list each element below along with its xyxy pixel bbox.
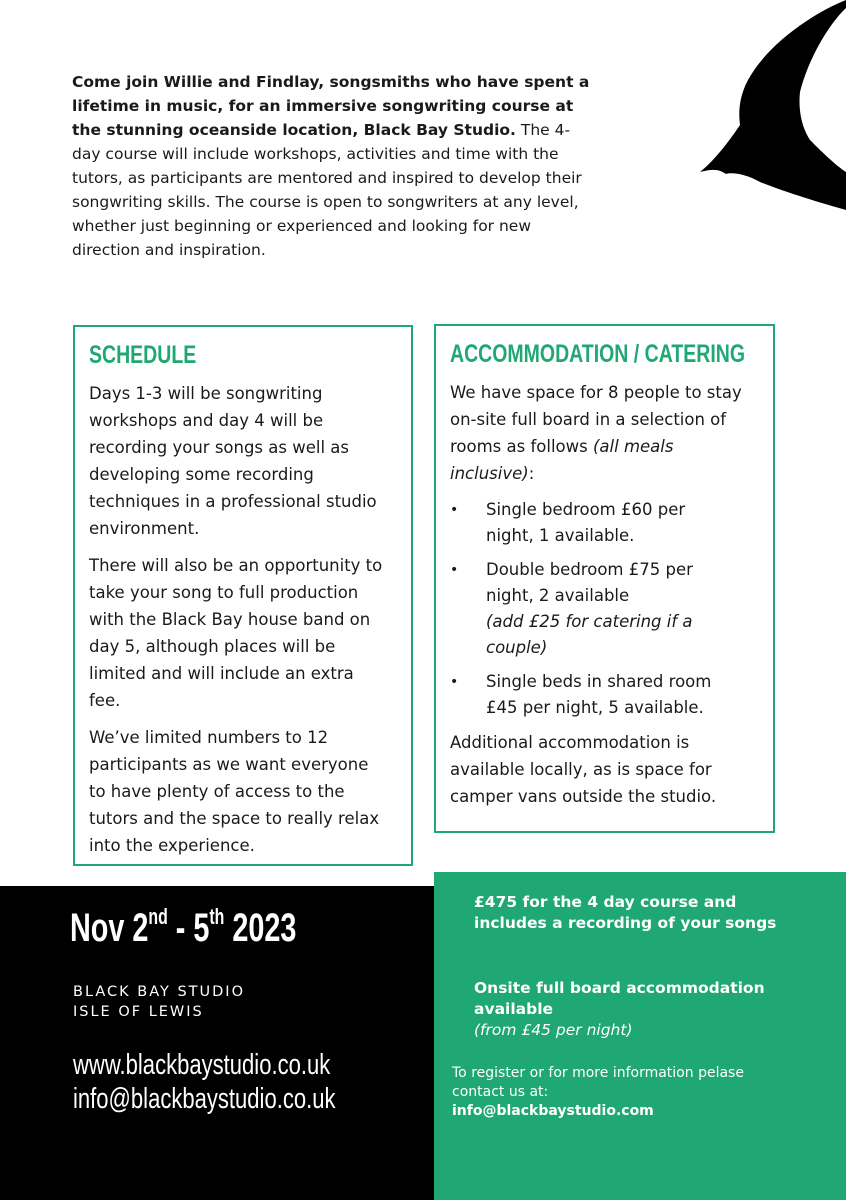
room-text: Double bedroom £75 per night, 2 available xyxy=(486,560,693,605)
accommodation-outro: Additional accommodation is available locally, as is space for camper vans outside the studio. xyxy=(450,733,717,806)
venue-name: BLACK BAY STUDIO xyxy=(73,984,246,1000)
date-start-suffix: nd xyxy=(148,904,168,929)
schedule-title: SCHEDULE xyxy=(89,341,197,369)
list-item xyxy=(450,497,736,549)
course-price: £475 for the 4 day course and includes a recording of your songs xyxy=(474,893,777,932)
accommodation-box xyxy=(434,324,775,833)
register-info xyxy=(452,1064,792,1121)
board-text: Onsite full board accommodation available xyxy=(474,979,765,1018)
intro-paragraph xyxy=(72,70,592,262)
room-note: (add £25 for catering if a couple) xyxy=(486,612,693,657)
bullet-icon: • xyxy=(450,674,459,690)
seagull-silhouette-icon xyxy=(660,0,846,210)
list-item xyxy=(450,669,736,721)
register-text: To register or for more information pelase contact us at: xyxy=(452,1065,744,1100)
event-dates xyxy=(70,906,296,951)
accommodation-title: ACCOMMODATION / CATERING xyxy=(450,340,746,368)
schedule-paragraph: We’ve limited numbers to 12 participants as we want everyone to have plenty of access to the tutors and the space to really relax into the experience. xyxy=(89,728,380,855)
website-link[interactable]: www.blackbaystudio.co.uk xyxy=(73,1049,331,1081)
event-panel xyxy=(0,886,434,1200)
accommodation-intro xyxy=(450,379,750,487)
contact-links xyxy=(73,1048,336,1116)
board-info xyxy=(474,978,794,1041)
date-year: 2023 xyxy=(224,906,297,950)
schedule-paragraph: There will also be an opportunity to take your song to full production with the Black Bay house band on day 5, although places will be limited and will include an extra fee. xyxy=(89,556,383,710)
intro-text: The 4-day course will include workshops, activities and time with the tutors, as participants are mentored and inspired to develop their songwriting skills. The course is open to songwriters at any level, whether just beginning or experienced and looking for new direction and inspiration. xyxy=(72,121,582,259)
date-end: - 5 xyxy=(167,906,210,950)
intro-bold: Come join Willie and Findlay, songsmiths who have spent a lifetime in music, for an immersive songwriting course at the stunning oceanside location, Black Bay Studio. xyxy=(72,73,590,139)
board-note: (from £45 per night) xyxy=(474,1021,633,1039)
email-link[interactable]: info@blackbaystudio.co.uk xyxy=(73,1083,336,1115)
accommodation-intro-text: We have space for 8 people to stay on-site full board in a selection of rooms as follows xyxy=(450,383,742,456)
venue xyxy=(73,982,245,1022)
date-end-suffix: th xyxy=(209,904,225,929)
list-item xyxy=(450,557,736,661)
bullet-icon: • xyxy=(450,562,459,578)
room-list xyxy=(450,497,759,721)
venue-location: ISLE OF LEWIS xyxy=(73,1004,204,1020)
pricing-panel xyxy=(434,872,846,1200)
room-text: Single beds in shared room £45 per night, 5 available. xyxy=(486,672,712,717)
date-start: Nov 2 xyxy=(70,906,149,950)
room-text: Single bedroom £60 per night, 1 available. xyxy=(486,500,686,545)
accommodation-intro-italic: (all meals inclusive) xyxy=(450,437,674,483)
schedule-box xyxy=(73,325,413,866)
accommodation-intro-end: : xyxy=(528,464,535,483)
register-email-link[interactable]: info@blackbaystudio.com xyxy=(452,1103,654,1119)
schedule-paragraph: Days 1-3 will be songwriting workshops and day 4 will be recording your songs as well as developing some recording techniques in a professional studio environment. xyxy=(89,384,377,538)
bullet-icon: • xyxy=(450,502,459,518)
